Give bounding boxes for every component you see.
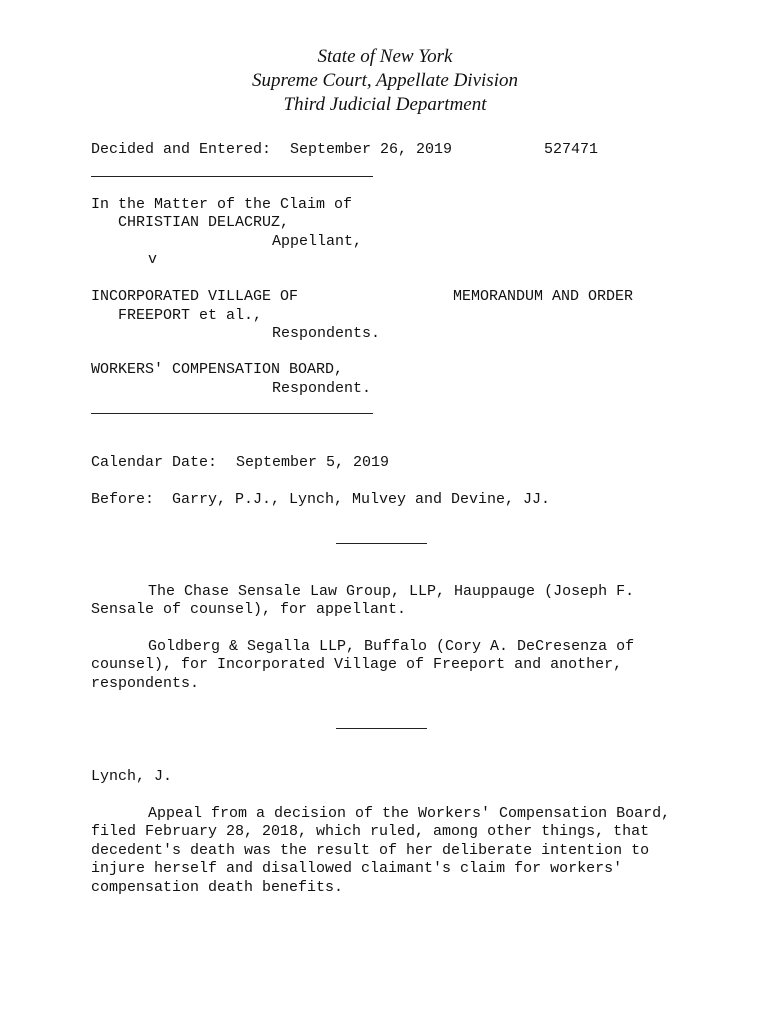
caption-respondent-1-cont: FREEPORT et al., — [118, 307, 263, 324]
caption-claimant: CHRISTIAN DELACRUZ, — [118, 214, 290, 231]
opinion-line-2: filed February 28, 2018, which ruled, among other things, that — [91, 823, 650, 840]
court-name-heading: Supreme Court, Appellate Division — [252, 70, 518, 91]
caption-top-rule — [91, 176, 373, 177]
opinion-line-4: injure herself and disallowed claimant's claim for workers' — [91, 860, 623, 877]
caption-line-claim: In the Matter of the Claim of — [91, 196, 353, 213]
counsel-respondents-line-2: counsel), for Incorporated Village of Freeport and another, — [91, 656, 623, 673]
caption-appellant-role: Appellant, — [272, 233, 363, 250]
opinion-line-5: compensation death benefits. — [91, 879, 344, 896]
court-department-heading: Third Judicial Department — [283, 94, 487, 115]
decided-label: Decided and Entered: — [91, 141, 272, 158]
before-judges: Garry, P.J., Lynch, Mulvey and Devine, JJ. — [172, 491, 551, 508]
counsel-appellant-line-1: The Chase Sensale Law Group, LLP, Hauppauge (Joseph F. — [148, 583, 635, 600]
before-label: Before: — [91, 491, 155, 508]
calendar-label: Calendar Date: — [91, 454, 218, 471]
section-separator-1 — [336, 543, 427, 544]
caption-respondent-2: WORKERS' COMPENSATION BOARD, — [91, 361, 344, 378]
caption-bottom-rule — [91, 413, 373, 414]
decided-date: September 26, 2019 — [290, 141, 453, 158]
caption-versus: v — [148, 251, 158, 268]
opinion-line-1: Appeal from a decision of the Workers' Compensation Board, — [148, 805, 671, 822]
document-type: MEMORANDUM AND ORDER — [453, 288, 634, 305]
opinion-line-3: decedent's death was the result of her deliberate intention to — [91, 842, 650, 859]
calendar-date: September 5, 2019 — [236, 454, 390, 471]
counsel-respondents-line-3: respondents. — [91, 675, 200, 692]
counsel-respondents-line-1: Goldberg & Segalla LLP, Buffalo (Cory A. DeCresenza of — [148, 638, 635, 655]
caption-respondent-role: Respondent. — [272, 380, 372, 397]
caption-respondents-role: Respondents. — [272, 325, 381, 342]
section-separator-2 — [336, 728, 427, 729]
caption-respondent-1: INCORPORATED VILLAGE OF — [91, 288, 299, 305]
counsel-appellant-line-2: Sensale of counsel), for appellant. — [91, 601, 407, 618]
docket-number: 527471 — [544, 141, 599, 158]
opinion-author: Lynch, J. — [91, 768, 173, 785]
court-state-heading: State of New York — [317, 46, 453, 67]
